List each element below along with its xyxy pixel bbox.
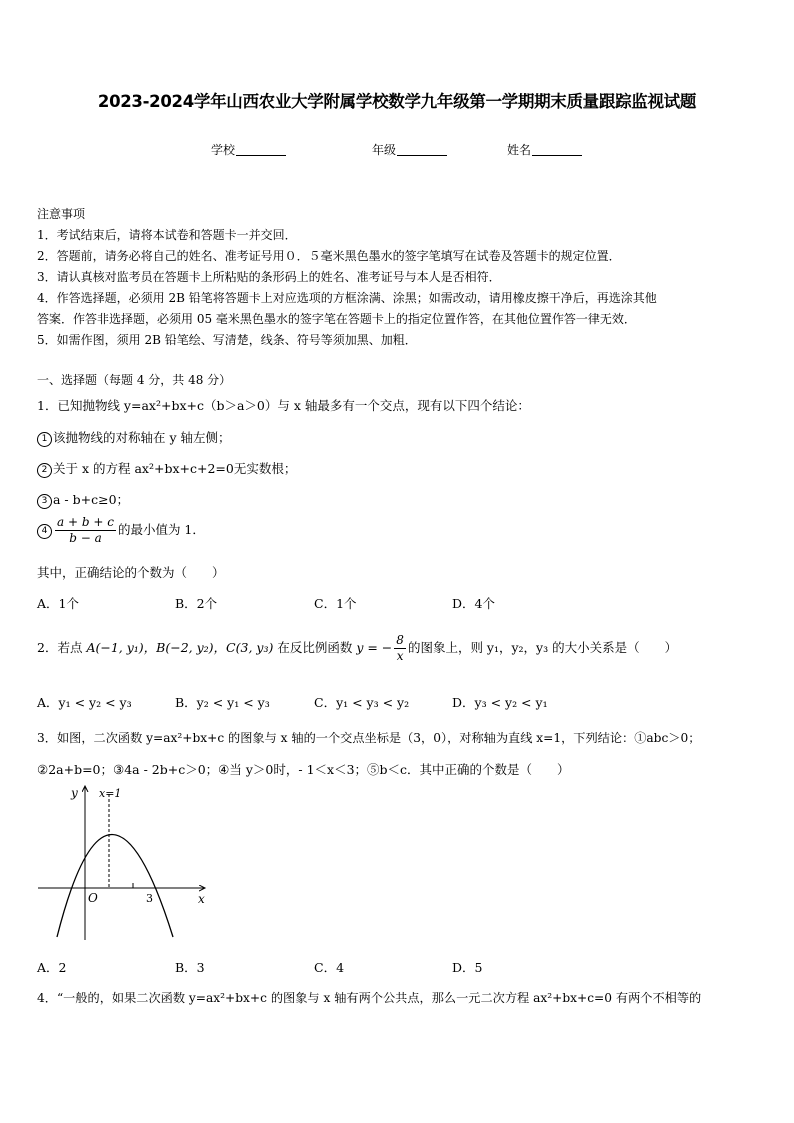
circle-number-icon: 4: [37, 524, 52, 539]
q2-points: A(−1, y₁)，B(−2, y₂)，C(3, y₃): [86, 640, 274, 655]
notice-item: 1．考试结束后，请将本试卷和答题卡一并交回．: [37, 228, 297, 242]
circle-number-icon: 1: [37, 432, 52, 447]
fraction-numerator: a + b + c: [57, 515, 114, 529]
notice-heading: 注意事项: [37, 207, 86, 221]
notice-item: 4．作答选择题，必须用 2B 铅笔将答题卡上对应选项的方框涂满、涂黑；如需改动，请用橡皮擦干净后，再选涂其他: [37, 291, 657, 305]
name-label: 姓名: [507, 143, 532, 157]
q4-line-1: 4．“一般的，如果二次函数 y=ax²+bx+c 的图象与 x 轴有两个公共点，那么一元二次方程 ax²+bx+c=0 有两个不相等的: [37, 991, 702, 1005]
q1-option-d[interactable]: D．4个: [452, 596, 495, 611]
q1-stem: 1．已知抛物线 y=ax²+bx+c（b＞a＞0）与 x 轴最多有一个交点，现有以下四个结论：: [37, 398, 530, 413]
y-axis-label: y: [71, 786, 78, 800]
q1-statement-4: [37, 515, 205, 546]
circle-number-icon: 2: [37, 463, 52, 478]
student-info-fields: [0, 141, 794, 161]
notice-item: 2．答题前，请务必将自己的姓名、准考证号用０．５毫米黑色墨水的签字笔填写在试卷及答题卡的规定位置．: [37, 249, 621, 263]
q2-option-b[interactable]: B．y₂ < y₁ < y₃: [175, 695, 270, 710]
fraction-denominator: b − a: [69, 531, 102, 545]
q1-statement-text: a - b+c≥0；: [53, 492, 130, 507]
page-title: 2023-2024学年山西农业大学附属学校数学九年级第一学期期末质量跟踪监视试题: [97, 92, 697, 111]
name-field[interactable]: [507, 141, 582, 158]
parabola-curve: [57, 835, 173, 938]
fraction: [394, 633, 406, 664]
school-blank[interactable]: [236, 143, 286, 156]
fraction-numerator: 8: [396, 633, 404, 647]
notice-item: 5．如需作图，须用 2B 铅笔绘、写清楚，线条、符号等须加黑、加粗．: [37, 333, 417, 347]
name-blank[interactable]: [532, 143, 582, 156]
fraction-denominator: x: [396, 649, 404, 663]
q3-option-a[interactable]: A．2: [37, 960, 67, 975]
tick-3-label: 3: [146, 892, 153, 905]
q1-statement-3: [37, 490, 129, 509]
school-field[interactable]: [211, 141, 286, 158]
grade-label: 年级: [372, 143, 397, 157]
q3-line-2: ②2a+b=0；③4a - 2b+c＞0；④当 y＞0时，- 1＜x＜3；⑤b＜c．其中正确的个数是（ ）: [37, 762, 570, 777]
q3-option-d[interactable]: D．5: [452, 960, 483, 975]
grade-field[interactable]: [372, 141, 447, 158]
q2-option-a[interactable]: A．y₁ < y₂ < y₃: [37, 695, 132, 710]
q2-func-lhs: y = −: [356, 640, 393, 655]
grade-blank[interactable]: [397, 143, 447, 156]
q2-stem: [37, 633, 677, 664]
circle-number-icon: 3: [37, 494, 52, 509]
x-axis-label: x: [198, 892, 205, 906]
q2-lead: 2．若点: [37, 640, 83, 655]
q1-statement-text: 该抛物线的对称轴在 y 轴左侧；: [53, 430, 231, 445]
parabola-graph: [35, 782, 215, 942]
q2-option-c[interactable]: C．y₁ < y₃ < y₂: [314, 695, 410, 710]
notice-item: 3．请认真核对监考员在答题卡上所粘贴的条形码上的姓名、准考证号与本人是否相符．: [37, 270, 501, 284]
q3-option-b[interactable]: B．3: [175, 960, 205, 975]
q1-statement-text: 的最小值为 1．: [117, 522, 205, 537]
q1-option-a[interactable]: A．1个: [37, 596, 79, 611]
fraction: [55, 515, 116, 546]
q1-statement-text: 关于 x 的方程 ax²+bx+c+2=0无实数根；: [53, 461, 297, 476]
q1-option-c[interactable]: C．1个: [314, 596, 357, 611]
q2-tail: 的图象上，则 y₁，y₂，y₃ 的大小关系是（ ）: [407, 640, 678, 655]
q1-option-b[interactable]: B．2个: [175, 596, 218, 611]
q3-line-1: 3．如图，二次函数 y=ax²+bx+c 的图象与 x 轴的一个交点坐标是（3，0），对称轴为直线 x=1，下列结论：①abc＞0；: [37, 731, 701, 745]
section-heading: 一、选择题（每题 4 分，共 48 分）: [37, 373, 232, 387]
q1-statement-2: [37, 459, 296, 478]
q2-option-d[interactable]: D．y₃ < y₂ < y₁: [452, 695, 548, 710]
q2-mid: 在反比例函数: [277, 640, 353, 655]
notice-item: 答案．作答非选择题，必须用 05 毫米黑色墨水的签字笔在答题卡上的指定位置作答，在其他位置作答一律无效．: [37, 312, 636, 326]
symmetry-label: x=1: [99, 787, 122, 800]
q1-statement-1: [37, 428, 231, 447]
school-label: 学校: [211, 143, 236, 157]
q3-option-c[interactable]: C．4: [314, 960, 345, 975]
q1-ask: 其中，正确结论的个数为（ ）: [37, 565, 225, 580]
origin-label: O: [88, 891, 98, 905]
